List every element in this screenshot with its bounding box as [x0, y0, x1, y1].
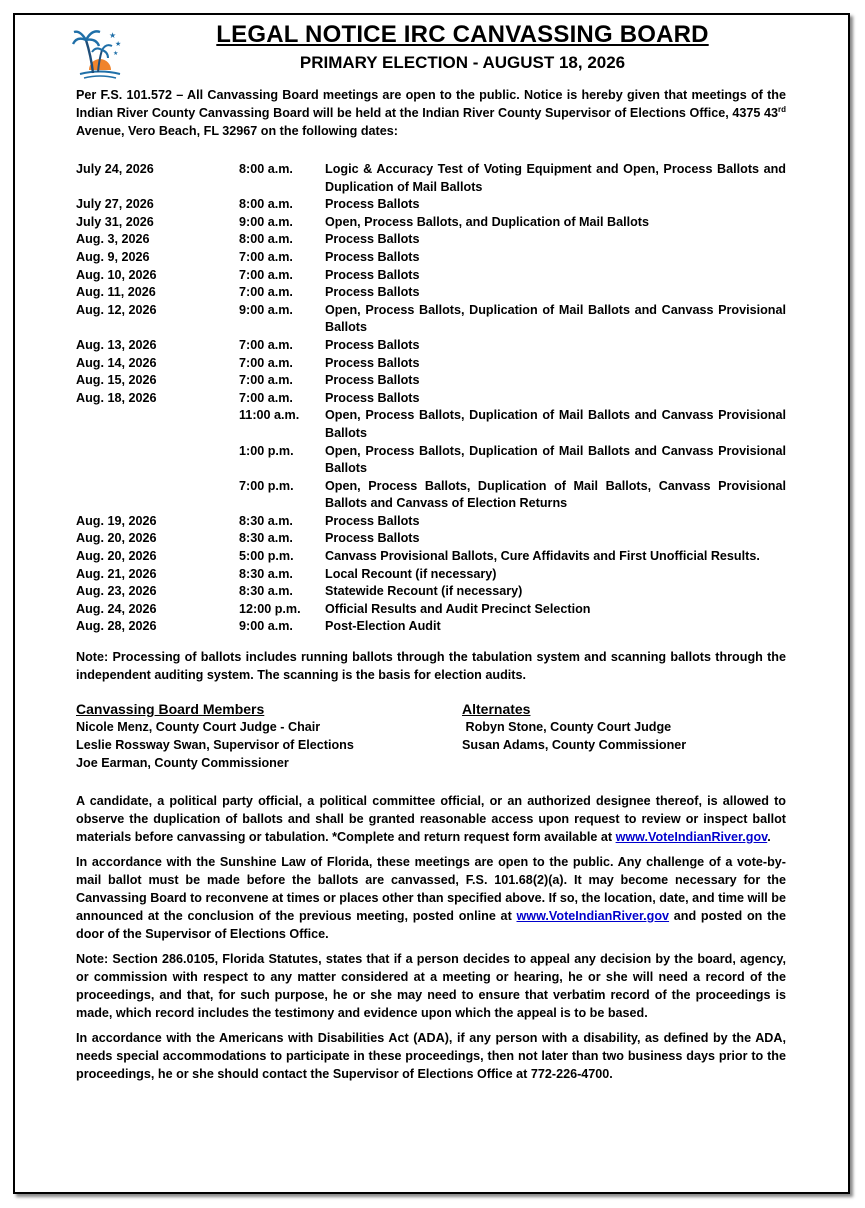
schedule-time: 7:00 a.m. [239, 267, 293, 282]
notice-body [76, 86, 786, 1090]
schedule-description: Open, Process Ballots, Duplication of Mail Ballots, Canvass Provisional Ballots and Canvass of Election Returns [325, 478, 786, 511]
schedule-description: Process Ballots [325, 390, 420, 405]
appeal-note-paragraph: Note: Section 286.0105, Florida Statutes, states that if a person decides to appeal any decision by the board, agency, or commission with respect to any matter considered at a meeting or hearing, he or she will need a record of the proceedings, and that, for such purpose, he or she may need to ensure that verbatim record of the proceedings is made, which record includes the testimony and evidence upon which the appeal is to be based. [76, 952, 786, 1021]
schedule-row [76, 284, 786, 302]
alternates-heading: Alternates [462, 701, 531, 718]
observer-access-text: A candidate, a political party official, a political committee official, or an authorized designee thereof, is allowed to observe the duplication of ballots and shall be granted reasonable access upon request to review or inspect ballot materials before canvassing or tabulation. *Complete and return request form available at [76, 794, 786, 845]
schedule-description: Process Ballots [325, 513, 420, 528]
svg-text:★: ★ [113, 50, 119, 57]
schedule-description: Process Ballots [325, 267, 420, 282]
schedule-time: 12:00 p.m. [239, 601, 301, 616]
schedule-row [76, 583, 786, 601]
schedule-description: Canvass Provisional Ballots, Cure Affidavits and First Unofficial Results. [325, 549, 760, 564]
schedule-date: July 27, 2026 [76, 197, 154, 212]
schedule-time: 7:00 a.m. [239, 249, 293, 264]
schedule-date: Aug. 10, 2026 [76, 267, 157, 282]
schedule-row [76, 390, 786, 408]
schedule-time: 7:00 a.m. [239, 390, 293, 405]
schedule-date: Aug. 3, 2026 [76, 232, 150, 247]
intro-text: Per F.S. 101.572 – All Canvassing Board meetings are open to the public. Notice is hereby given that meetings of the Indian River County Canvassing Board will be held at the Indian River County Supervisor of Elections Office, 4375 43 [76, 88, 786, 120]
schedule-row [76, 566, 786, 584]
schedule-description: Logic & Accuracy Test of Voting Equipment and Open, Process Ballots and Duplication of Mail Ballots [325, 162, 786, 194]
schedule-time: 8:30 a.m. [239, 566, 293, 581]
schedule-row [76, 372, 786, 390]
meeting-schedule-table [76, 161, 786, 636]
schedule-row [76, 355, 786, 373]
schedule-date: Aug. 24, 2026 [76, 601, 157, 616]
schedule-description: Process Ballots [325, 531, 420, 546]
sunshine-law-paragraph [76, 853, 786, 943]
schedule-row [76, 478, 786, 513]
schedule-row [76, 249, 786, 267]
schedule-description: Open, Process Ballots, Duplication of Mail Ballots and Canvass Provisional Ballots [325, 408, 786, 440]
schedule-description: Open, Process Ballots, Duplication of Mail Ballots and Canvass Provisional Ballots [325, 302, 786, 335]
schedule-date: Aug. 15, 2026 [76, 373, 157, 388]
svg-text:★: ★ [109, 31, 117, 40]
schedule-date: Aug. 13, 2026 [76, 337, 157, 352]
board-member: Joe Earman, County Commissioner [76, 756, 289, 771]
schedule-date: Aug. 19, 2026 [76, 513, 157, 528]
schedule-date: Aug. 20, 2026 [76, 549, 157, 564]
schedule-date: July 31, 2026 [76, 214, 154, 229]
svg-text:★: ★ [115, 40, 122, 48]
schedule-date: Aug. 21, 2026 [76, 566, 157, 581]
schedule-time: 8:00 a.m. [239, 197, 293, 212]
schedule-row [76, 231, 786, 249]
board-members-heading: Canvassing Board Members [76, 701, 265, 718]
schedule-description: Process Ballots [325, 232, 420, 247]
schedule-row [76, 530, 786, 548]
schedule-description: Process Ballots [325, 249, 420, 264]
schedule-time: 5:00 p.m. [239, 549, 294, 564]
board-member: Nicole Menz, County Court Judge - Chair [76, 720, 321, 735]
schedule-time: 8:00 a.m. [239, 232, 293, 247]
schedule-time: 7:00 a.m. [239, 285, 293, 300]
schedule-time: 9:00 a.m. [239, 214, 293, 229]
vote-indian-river-link[interactable]: www.VoteIndianRiver.gov [516, 909, 670, 924]
schedule-date: Aug. 18, 2026 [76, 390, 157, 405]
schedule-description: Statewide Recount (if necessary) [325, 584, 523, 599]
intro-paragraph [76, 86, 786, 140]
schedule-row [76, 618, 786, 636]
schedule-date [76, 478, 239, 513]
schedule-description: Process Ballots [325, 355, 420, 370]
vote-indian-river-link[interactable]: www.VoteIndianRiver.gov [615, 830, 768, 845]
processing-note: Note: Processing of ballots includes running ballots through the tabulation system and scanning ballots through the independent auditing system. The scanning is the basis for election audits. [76, 650, 786, 683]
schedule-description: Process Ballots [325, 197, 420, 212]
alternate-member: Robyn Stone, County Court Judge [462, 720, 672, 735]
schedule-description: Open, Process Ballots, and Duplication of Mail Ballots [325, 214, 649, 229]
schedule-row [76, 161, 786, 196]
schedule-time: 7:00 a.m. [239, 337, 293, 352]
schedule-date: Aug. 12, 2026 [76, 302, 157, 317]
schedule-row [76, 443, 786, 478]
schedule-time: 7:00 a.m. [239, 373, 293, 388]
schedule-row [76, 513, 786, 531]
schedule-time: 7:00 p.m. [239, 478, 294, 493]
schedule-time: 11:00 a.m. [239, 408, 300, 423]
schedule-date [76, 443, 239, 478]
board-members-column [76, 700, 354, 772]
alternates-column [462, 700, 686, 754]
schedule-date: Aug. 28, 2026 [76, 619, 157, 634]
observer-access-paragraph [76, 792, 786, 846]
schedule-description: Process Ballots [325, 373, 420, 388]
schedule-description: Local Recount (if necessary) [325, 566, 497, 581]
schedule-date: Aug. 20, 2026 [76, 531, 157, 546]
schedule-time: 8:30 a.m. [239, 584, 293, 599]
schedule-time: 8:00 a.m. [239, 162, 293, 176]
ada-paragraph: In accordance with the Americans with Disabilities Act (ADA), if any person with a disability, as defined by the ADA, needs special accommodations to participate in these proceedings, then not later than two business days prior to the proceedings, he or she should contact the Supervisor of Elections Office at 772-226-4700. [76, 1031, 786, 1082]
alternate-member: Susan Adams, County Commissioner [462, 738, 687, 753]
schedule-time: 9:00 a.m. [239, 302, 293, 317]
palm-tree-sunset-logo [72, 26, 124, 80]
schedule-description: Post-Election Audit [325, 619, 441, 634]
schedule-row [76, 548, 786, 566]
schedule-time: 8:30 a.m. [239, 531, 293, 546]
schedule-row [76, 267, 786, 285]
schedule-description: Open, Process Ballots, Duplication of Mail Ballots and Canvass Provisional Ballots [325, 443, 786, 476]
schedule-row [76, 196, 786, 214]
board-members-section [76, 700, 786, 778]
schedule-time: 1:00 p.m. [239, 443, 294, 458]
page-title: LEGAL NOTICE IRC CANVASSING BOARD [216, 21, 709, 48]
schedule-row [76, 337, 786, 355]
schedule-time: 9:00 a.m. [239, 619, 293, 634]
sunshine-law-text: In accordance with the Sunshine Law of Florida, these meetings are open to the public. Any challenge of a vote-by-mail ballot must be made before the ballots are canvassed, F.S. 101.68(2)(a). It may become necessary for the Canvassing Board to reconvene at times or places other than specified above. If so, the location, date, and time will be announced at the conclusion of the previous meeting, posted online at [76, 855, 786, 924]
page-subtitle: PRIMARY ELECTION - AUGUST 18, 2026 [299, 53, 626, 72]
sunshine-law-end: and posted on the door of the Supervisor of Elections Office. [76, 909, 786, 942]
schedule-date: Aug. 14, 2026 [76, 355, 157, 370]
schedule-date: Aug. 9, 2026 [76, 249, 150, 264]
schedule-time: 8:30 a.m. [239, 513, 293, 528]
schedule-description: Process Ballots [325, 337, 420, 352]
intro-superscript: rd [778, 104, 786, 114]
schedule-date: Aug. 23, 2026 [76, 584, 157, 599]
observer-access-end: . [767, 830, 771, 845]
intro-text-end: Avenue, Vero Beach, FL 32967 on the following dates: [76, 124, 398, 138]
schedule-date: July 24, 2026 [76, 162, 154, 176]
schedule-date [76, 407, 239, 442]
schedule-row [76, 407, 786, 442]
schedule-description: Official Results and Audit Precinct Selection [325, 601, 591, 616]
schedule-description: Process Ballots [325, 285, 420, 300]
schedule-row [76, 302, 786, 337]
schedule-time: 7:00 a.m. [239, 355, 293, 370]
board-member: Leslie Rossway Swan, Supervisor of Elections [76, 738, 354, 753]
schedule-date: Aug. 11, 2026 [76, 285, 156, 300]
schedule-row [76, 214, 786, 232]
schedule-row [76, 601, 786, 619]
